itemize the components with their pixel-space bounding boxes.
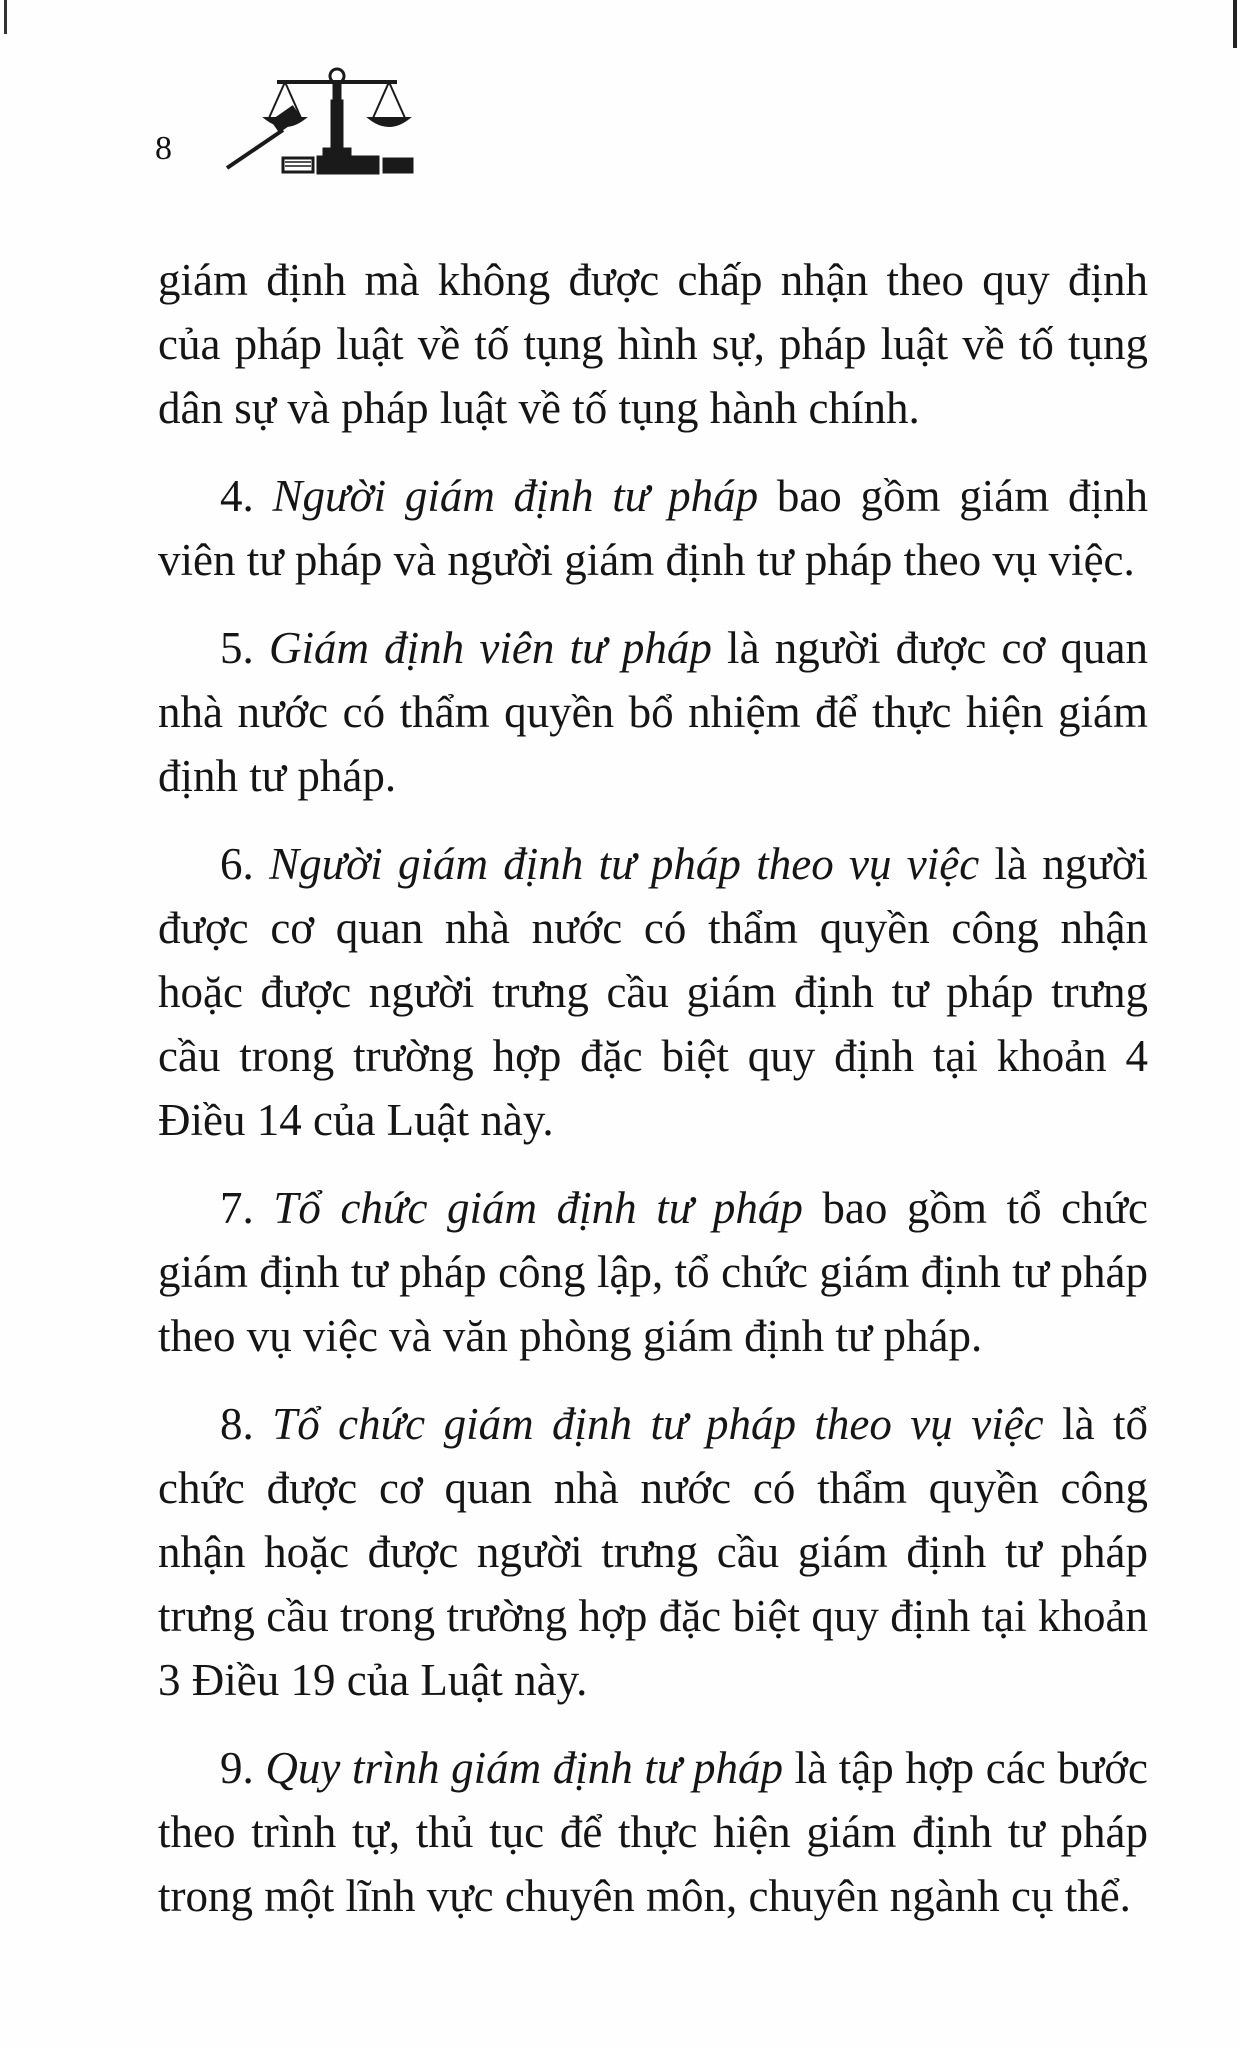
page-edge-mark: [4, 0, 7, 34]
definition-text: bao gồm tổ chức giám định tư pháp công lập, tổ chức giám định tư pháp theo vụ việc và văn phòng giám định tư pháp.: [158, 1183, 1148, 1361]
definition-text: bao gồm giám định viên tư pháp và người giám định tư pháp theo vụ việc.: [158, 471, 1149, 585]
definition-text: là tổ chức được cơ quan nhà nước có thẩm quyền công nhận hoặc được người trưng cầu giám định tư pháp trưng cầu trong trường hợp đặc biệt quy định tại khoản 3 Điều 19 của Luật này.: [158, 1399, 1149, 1705]
paragraph-text: giám định mà không được chấp nhận theo quy định của pháp luật về tố tụng hình sự, pháp luật về tố tụng dân sự và pháp luật về tố tụng hành chính.: [158, 255, 1148, 433]
item-number: 8.: [220, 1399, 273, 1449]
definition-item-7: [158, 1176, 1148, 1368]
definition-item-5: [158, 616, 1148, 808]
definition-text: là người được cơ quan nhà nước có thẩm quyền công nhận hoặc được người trưng cầu giám định tư pháp trưng cầu trong trường hợp đặc biệt quy định tại khoản 4 Điều 14 của Luật này.: [158, 839, 1148, 1145]
page-header: [155, 60, 455, 180]
article-body: [158, 248, 1148, 1952]
item-number: 7.: [220, 1183, 274, 1233]
defined-term: Người giám định tư pháp: [272, 471, 759, 521]
page-edge-mark: [1233, 0, 1237, 48]
scales-of-justice-gavel-icon: [225, 60, 465, 178]
paragraph-continuation: [158, 248, 1148, 440]
item-number: 6.: [220, 839, 270, 889]
item-number: 4.: [220, 471, 273, 521]
defined-term: Tổ chức giám định tư pháp theo vụ việc: [272, 1399, 1044, 1449]
definition-text: là người được cơ quan nhà nước có thẩm quyền bổ nhiệm để thực hiện giám định tư pháp.: [158, 623, 1148, 801]
item-number: 9.: [220, 1743, 266, 1793]
defined-term: Quy trình giám định tư pháp: [265, 1743, 784, 1793]
definition-item-4: [158, 464, 1148, 592]
item-number: 5.: [220, 623, 269, 673]
definition-item-8: [158, 1392, 1148, 1712]
definition-item-6: [158, 832, 1148, 1152]
defined-term: Tổ chức giám định tư pháp: [273, 1183, 803, 1233]
definition-text: là tập hợp các bước theo trình tự, thủ tục để thực hiện giám định tư pháp trong một lĩnh vực chuyên môn, chuyên ngành cụ thể.: [158, 1743, 1148, 1921]
definition-item-9: [158, 1736, 1148, 1928]
defined-term: Người giám định tư pháp theo vụ việc: [269, 839, 980, 889]
defined-term: Giám định viên tư pháp: [268, 623, 712, 673]
page-number: 8: [155, 130, 172, 167]
